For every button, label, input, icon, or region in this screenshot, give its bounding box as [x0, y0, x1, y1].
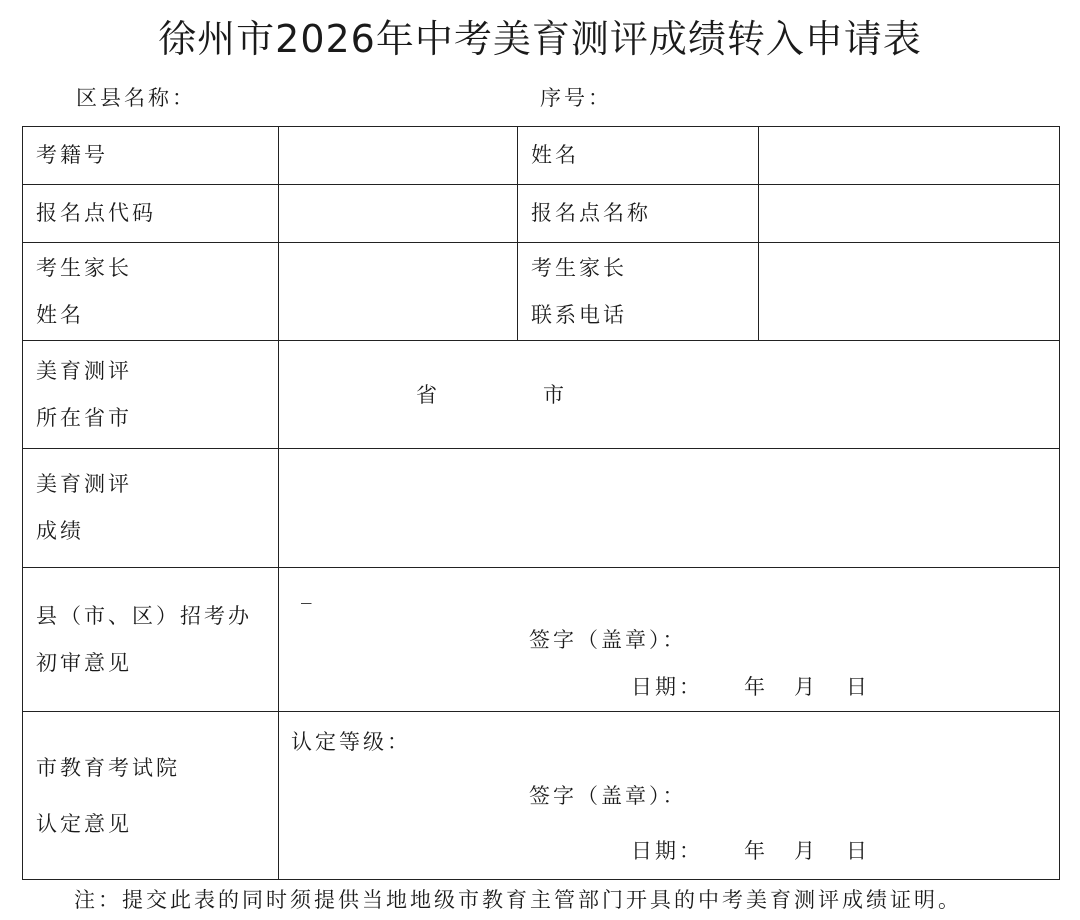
city-approval-label: 市教育考试院 认定意见 [23, 712, 279, 880]
name-field[interactable] [759, 127, 1060, 185]
form-row-county-review [23, 568, 1060, 712]
form-row-city-approval [23, 712, 1060, 880]
county-date-day: 日 [846, 675, 870, 699]
parent-phone-label: 考生家长 联系电话 [518, 243, 759, 341]
site-name-field[interactable] [759, 185, 1060, 243]
score-field[interactable] [279, 449, 1060, 568]
parent-name-field[interactable] [279, 243, 518, 341]
city-suffix: 市 [543, 383, 567, 407]
name-label: 姓名 [518, 127, 759, 185]
city-date-year: 年 [744, 839, 768, 863]
city-date-month: 月 [794, 839, 818, 863]
county-date-label: 日期： [631, 675, 703, 699]
exam-no-label: 考籍号 [23, 127, 279, 185]
form-row-parent [23, 243, 1060, 341]
county-date-year: 年 [744, 675, 768, 699]
county-review-field[interactable] [279, 568, 1060, 712]
city-date-label: 日期： [631, 839, 703, 863]
application-form-table [22, 126, 1060, 880]
site-name-label: 报名点名称 [518, 185, 759, 243]
site-code-field[interactable] [279, 185, 518, 243]
form-row-location [23, 341, 1060, 449]
approved-level-label: 认定等级： [291, 730, 411, 754]
page-title: 徐州市2026年中考美育测评成绩转入申请表 [158, 17, 922, 61]
footnote: 注：提交此表的同时须提供当地地级市教育主管部门开具的中考美育测评成绩证明。 [74, 888, 962, 912]
score-label: 美育测评 成绩 [23, 449, 279, 568]
parent-phone-field[interactable] [759, 243, 1060, 341]
form-row-site [23, 185, 1060, 243]
county-review-label: 县（市、区）招考办 初审意见 [23, 568, 279, 712]
county-sign-label: 签字（盖章）： [529, 628, 687, 652]
serial-number-label: 序号： [540, 86, 612, 110]
city-sign-label: 签字（盖章）： [529, 784, 687, 808]
parent-name-label: 考生家长 姓名 [23, 243, 279, 341]
exam-no-field[interactable] [279, 127, 518, 185]
region-name-label: 区县名称： [76, 86, 196, 110]
site-code-label: 报名点代码 [23, 185, 279, 243]
form-row-score [23, 449, 1060, 568]
city-approval-field[interactable] [279, 712, 1060, 880]
county-review-mark: _ [301, 580, 315, 604]
county-date-month: 月 [794, 675, 818, 699]
province-suffix: 省 [416, 383, 440, 407]
city-date-day: 日 [846, 839, 870, 863]
form-row-exam-no [23, 127, 1060, 185]
location-field[interactable] [279, 341, 1060, 449]
location-label: 美育测评 所在省市 [23, 341, 279, 449]
